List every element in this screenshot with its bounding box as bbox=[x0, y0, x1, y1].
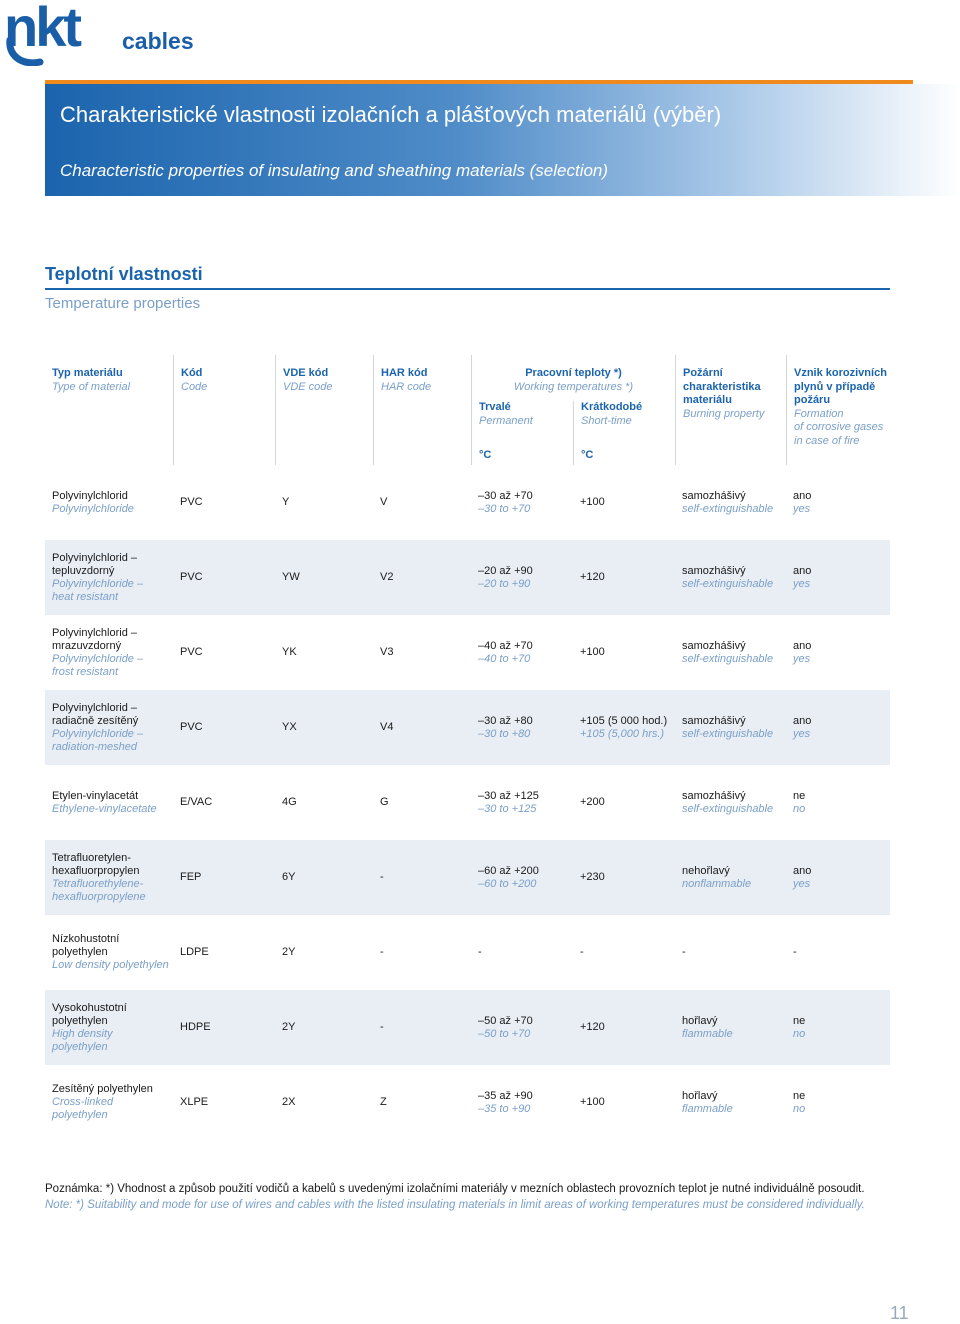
cell-short: +120 bbox=[580, 1021, 605, 1033]
cell-har: V4 bbox=[380, 721, 394, 733]
cell-code: FEP bbox=[180, 871, 202, 883]
cell-har: V2 bbox=[380, 571, 394, 583]
cell-gas: ano yes bbox=[793, 714, 812, 740]
cell-mat: Nízkohustotní polyethylen Low density polyethylen bbox=[52, 933, 169, 971]
cell-mat: Tetrafluoretylen- hexafluorpropylen Tetrafluorethylene- hexafluorpropylene bbox=[52, 851, 146, 903]
cell-code: PVC bbox=[180, 646, 203, 658]
header-working-temps: Pracovní teploty *) Working temperatures *) Trvalé Permanent Krátkodobé Short-time °C °C bbox=[471, 355, 675, 465]
cell-gas: ano yes bbox=[793, 564, 812, 590]
note-en: Note: *) Suitability and mode for use of wires and cables with the listed insulating materials in limit areas of working temperatures must be considered individually. bbox=[45, 1199, 865, 1211]
cell-fire: samozhášivý self-extinguishable bbox=[682, 714, 774, 740]
cell-gas: ne no bbox=[793, 1089, 806, 1115]
cell-perm: –20 až +90 –20 to +90 bbox=[478, 564, 533, 590]
cell-perm: –35 až +90 –35 to +90 bbox=[478, 1089, 533, 1115]
cell-har: V3 bbox=[380, 646, 394, 658]
cell-fire: nehořlavý nonflammable bbox=[682, 864, 752, 890]
page-title: Charakteristické vlastnosti izolačních a plášťových materiálů (výběr) bbox=[60, 102, 722, 127]
cell-fire: samozhášivý self-extinguishable bbox=[682, 639, 774, 665]
table-row bbox=[45, 1065, 890, 1140]
cell-mat: Polyvinylchlorid – tepluvzdorný Polyvinylchloride – heat resistant bbox=[52, 551, 144, 603]
cell-har: - bbox=[380, 1021, 384, 1033]
cell-short: +100 bbox=[580, 1096, 605, 1108]
cell-mat: Polyvinylchlorid Polyvinylchloride bbox=[52, 489, 134, 515]
cell-gas: ano yes bbox=[793, 639, 812, 665]
logo-nkt-text: nkt bbox=[4, 0, 79, 58]
cell-code: PVC bbox=[180, 496, 203, 508]
cell-perm: –40 až +70 –40 to +70 bbox=[478, 639, 533, 665]
header-code: Kód Code bbox=[173, 355, 275, 465]
note-cz: Poznámka: *) Vhodnost a způsob použití vodičů a kabelů s uvedenými izolačními materiály v mezních oblastech provozních teplot je nutné individuálně posoudit. bbox=[45, 1183, 865, 1195]
cell-short: +100 bbox=[580, 496, 605, 508]
nkt-cables-logo bbox=[4, 2, 194, 72]
table-row bbox=[45, 990, 890, 1065]
cell-vde: 4G bbox=[282, 796, 297, 808]
header-short-time: Krátkodobé Short-time bbox=[581, 401, 643, 427]
cell-perm: –30 až +80 –30 to +80 bbox=[478, 714, 533, 740]
header-burning: Požární charakteristika materiálu Burning property bbox=[675, 355, 786, 465]
cell-perm: –30 až +70 –30 to +70 bbox=[478, 489, 533, 515]
cell-code: HDPE bbox=[180, 1021, 211, 1033]
header-permanent: Trvalé Permanent bbox=[479, 401, 533, 427]
cell-fire: samozhášivý self-extinguishable bbox=[682, 564, 774, 590]
section-divider bbox=[45, 288, 890, 290]
logo-cables-text: cables bbox=[122, 28, 194, 54]
cell-code: XLPE bbox=[180, 1096, 209, 1108]
unit-permanent: °C bbox=[479, 449, 492, 461]
cell-vde: 2X bbox=[282, 1096, 296, 1108]
cell-code: PVC bbox=[180, 721, 203, 733]
cell-har: V bbox=[380, 496, 388, 508]
cell-fire: hořlavý flammable bbox=[682, 1089, 733, 1115]
cell-perm: –30 až +125 –30 to +125 bbox=[478, 789, 539, 815]
cell-mat: Polyvinylchlorid – mrazuvzdorný Polyvinylchloride – frost resistant bbox=[52, 626, 144, 678]
table-row bbox=[45, 615, 890, 690]
cell-vde: 2Y bbox=[282, 946, 296, 958]
cell-short: +200 bbox=[580, 796, 605, 808]
table-row bbox=[45, 690, 890, 765]
cell-gas: ne no bbox=[793, 789, 806, 815]
section-title: Teplotní vlastnosti bbox=[45, 264, 203, 284]
cell-gas: - bbox=[793, 946, 797, 958]
cell-vde: 6Y bbox=[282, 871, 296, 883]
cell-mat: Polyvinylchlorid – radiačně zesítěný Polyvinylchloride – radiation-meshed bbox=[52, 701, 144, 753]
cell-mat: Zesítěný polyethylen Cross-linked polyethylen bbox=[52, 1083, 153, 1121]
cell-code: E/VAC bbox=[180, 796, 213, 808]
cell-fire: - bbox=[682, 946, 686, 958]
cell-short: +120 bbox=[580, 571, 605, 583]
table-row bbox=[45, 465, 890, 540]
cell-perm: –60 až +200 –60 to +200 bbox=[478, 864, 539, 890]
cell-perm: –50 až +70 –50 to +70 bbox=[478, 1014, 533, 1040]
table-row bbox=[45, 540, 890, 615]
cell-code: PVC bbox=[180, 571, 203, 583]
cell-har: G bbox=[380, 796, 389, 808]
cell-mat: Vysokohustotní polyethylen High density polyethylen bbox=[52, 1001, 127, 1053]
cell-short: +105 (5 000 hod.) +105 (5,000 hrs.) bbox=[580, 714, 668, 740]
page-subtitle: Characteristic properties of insulating and sheathing materials (selection) bbox=[60, 161, 609, 180]
header-vde: VDE kód VDE code bbox=[275, 355, 373, 465]
cell-gas: ano yes bbox=[793, 864, 812, 890]
cell-har: - bbox=[380, 946, 384, 958]
cell-perm: - bbox=[478, 946, 482, 958]
cell-gas: ano yes bbox=[793, 489, 812, 515]
table-row bbox=[45, 765, 890, 840]
cell-fire: hořlavý flammable bbox=[682, 1014, 733, 1040]
title-banner bbox=[45, 84, 960, 196]
unit-short-time: °C bbox=[581, 449, 594, 461]
section-subtitle: Temperature properties bbox=[45, 295, 201, 312]
cell-short: +230 bbox=[580, 871, 605, 883]
page-number: 11 bbox=[890, 1303, 909, 1323]
table-row bbox=[45, 840, 890, 915]
cell-vde: 2Y bbox=[282, 1021, 296, 1033]
table-header bbox=[45, 355, 890, 465]
header-corrosive-gases: Vznik korozivních plynů v případě požáru Formation of corrosive gases in case of fire bbox=[786, 355, 890, 465]
cell-vde: YW bbox=[282, 571, 300, 583]
cell-short: +100 bbox=[580, 646, 605, 658]
cell-fire: samozhášivý self-extinguishable bbox=[682, 489, 774, 515]
cell-mat: Etylen-vinylacetát Ethylene-vinylacetate bbox=[52, 789, 157, 815]
cell-har: - bbox=[380, 871, 384, 883]
cell-gas: ne no bbox=[793, 1014, 806, 1040]
header-har: HAR kód HAR code bbox=[373, 355, 471, 465]
cell-har: Z bbox=[380, 1096, 387, 1108]
cell-code: LDPE bbox=[180, 946, 209, 958]
cell-fire: samozhášivý self-extinguishable bbox=[682, 789, 774, 815]
table-row bbox=[45, 915, 890, 990]
header-material: Typ materiálu Type of material bbox=[52, 367, 131, 393]
cell-vde: YX bbox=[282, 721, 297, 733]
cell-vde: YK bbox=[282, 646, 297, 658]
cell-vde: Y bbox=[282, 496, 290, 508]
cell-short: - bbox=[580, 946, 584, 958]
